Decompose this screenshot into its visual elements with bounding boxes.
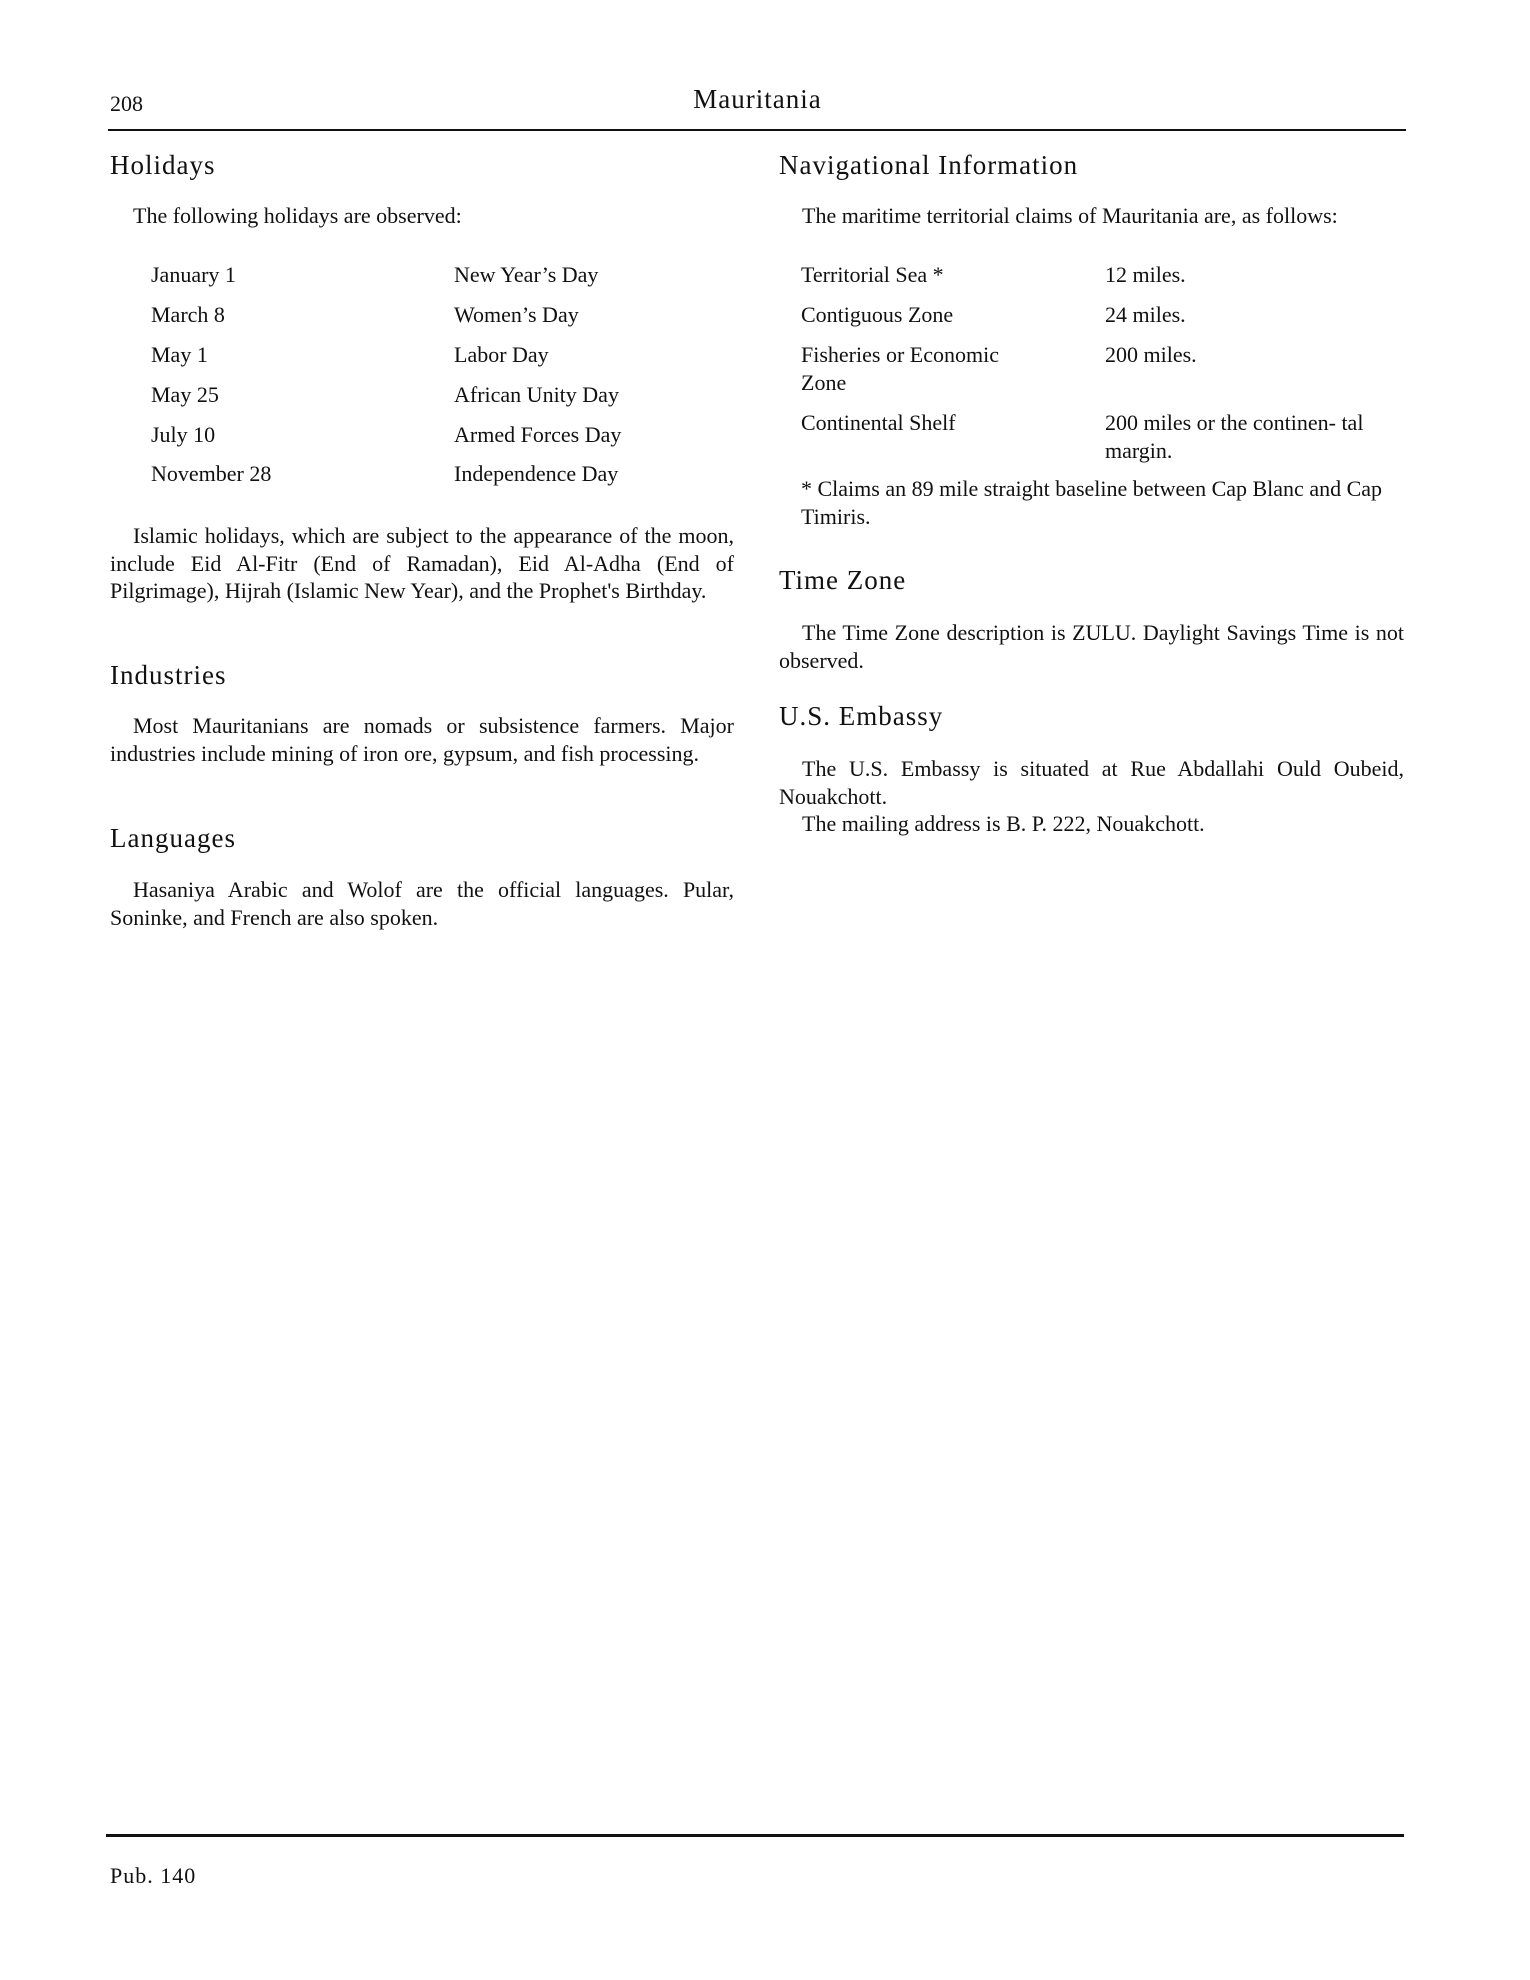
holiday-name: Independence Day: [454, 461, 619, 486]
languages-paragraph: Hasaniya Arabic and Wolof are the official languages. Pular, Soninke, and French are also spoken.: [110, 877, 734, 930]
holidays-intro: The following holidays are observed:: [133, 203, 462, 228]
holiday-name: New Year’s Day: [454, 262, 599, 287]
embassy-mailing-paragraph: The mailing address is B. P. 222, Nouakchott.: [802, 811, 1205, 836]
header-rule: [108, 129, 1406, 131]
industries-heading: Industries: [110, 660, 227, 690]
claim-value: 12 miles.: [1105, 262, 1186, 287]
languages-heading: Languages: [110, 823, 236, 853]
holiday-name: Armed Forces Day: [454, 422, 622, 447]
navigational-heading: Navigational Information: [779, 150, 1079, 180]
holiday-date: May 25: [151, 382, 219, 407]
footer-rule: [106, 1834, 1404, 1837]
claim-label: Continental Shelf: [801, 410, 956, 435]
holiday-date: July 10: [151, 422, 216, 447]
time-zone-heading: Time Zone: [779, 565, 907, 595]
page-number: 208: [110, 91, 143, 116]
holiday-date: November 28: [151, 461, 272, 486]
holiday-date: January 1: [151, 262, 236, 287]
claim-value: 200 miles.: [1105, 342, 1197, 367]
holidays-heading: Holidays: [110, 150, 216, 180]
embassy-heading: U.S. Embassy: [779, 701, 944, 731]
publication-number: Pub. 140: [110, 1863, 197, 1888]
embassy-address-paragraph: The U.S. Embassy is situated at Rue Abdallahi Ould Oubeid, Nouakchott.: [779, 756, 1404, 809]
holiday-name: African Unity Day: [454, 382, 619, 407]
claim-value: 200 miles or the continen- tal margin.: [1105, 410, 1364, 463]
claim-label: Contiguous Zone: [801, 302, 954, 327]
industries-paragraph: Most Mauritanians are nomads or subsistence farmers. Major industries include mining of iron ore, gypsum, and fish processing.: [110, 713, 734, 766]
page-title: Mauritania: [693, 84, 822, 114]
islamic-holidays-paragraph: Islamic holidays, which are subject to the appearance of the moon, include Eid Al-Fitr (End of Ramadan), Eid Al-Adha (End of Pilgrimage), Hijrah (Islamic New Year), and the Prophet's Birthday.: [110, 523, 734, 603]
claim-value: 24 miles.: [1105, 302, 1186, 327]
holiday-date: March 8: [151, 302, 225, 327]
time-zone-paragraph: The Time Zone description is ZULU. Daylight Savings Time is not observed.: [779, 620, 1404, 673]
holiday-date: May 1: [151, 342, 208, 367]
holiday-name: Women’s Day: [454, 302, 579, 327]
claim-label: Territorial Sea *: [801, 262, 944, 287]
navigational-intro: The maritime territorial claims of Mauritania are, as follows:: [802, 203, 1338, 228]
claim-label: Fisheries or Economic Zone: [801, 342, 999, 395]
holiday-name: Labor Day: [454, 342, 549, 367]
claims-footnote: * Claims an 89 mile straight baseline between Cap Blanc and Cap Timiris.: [801, 476, 1383, 529]
